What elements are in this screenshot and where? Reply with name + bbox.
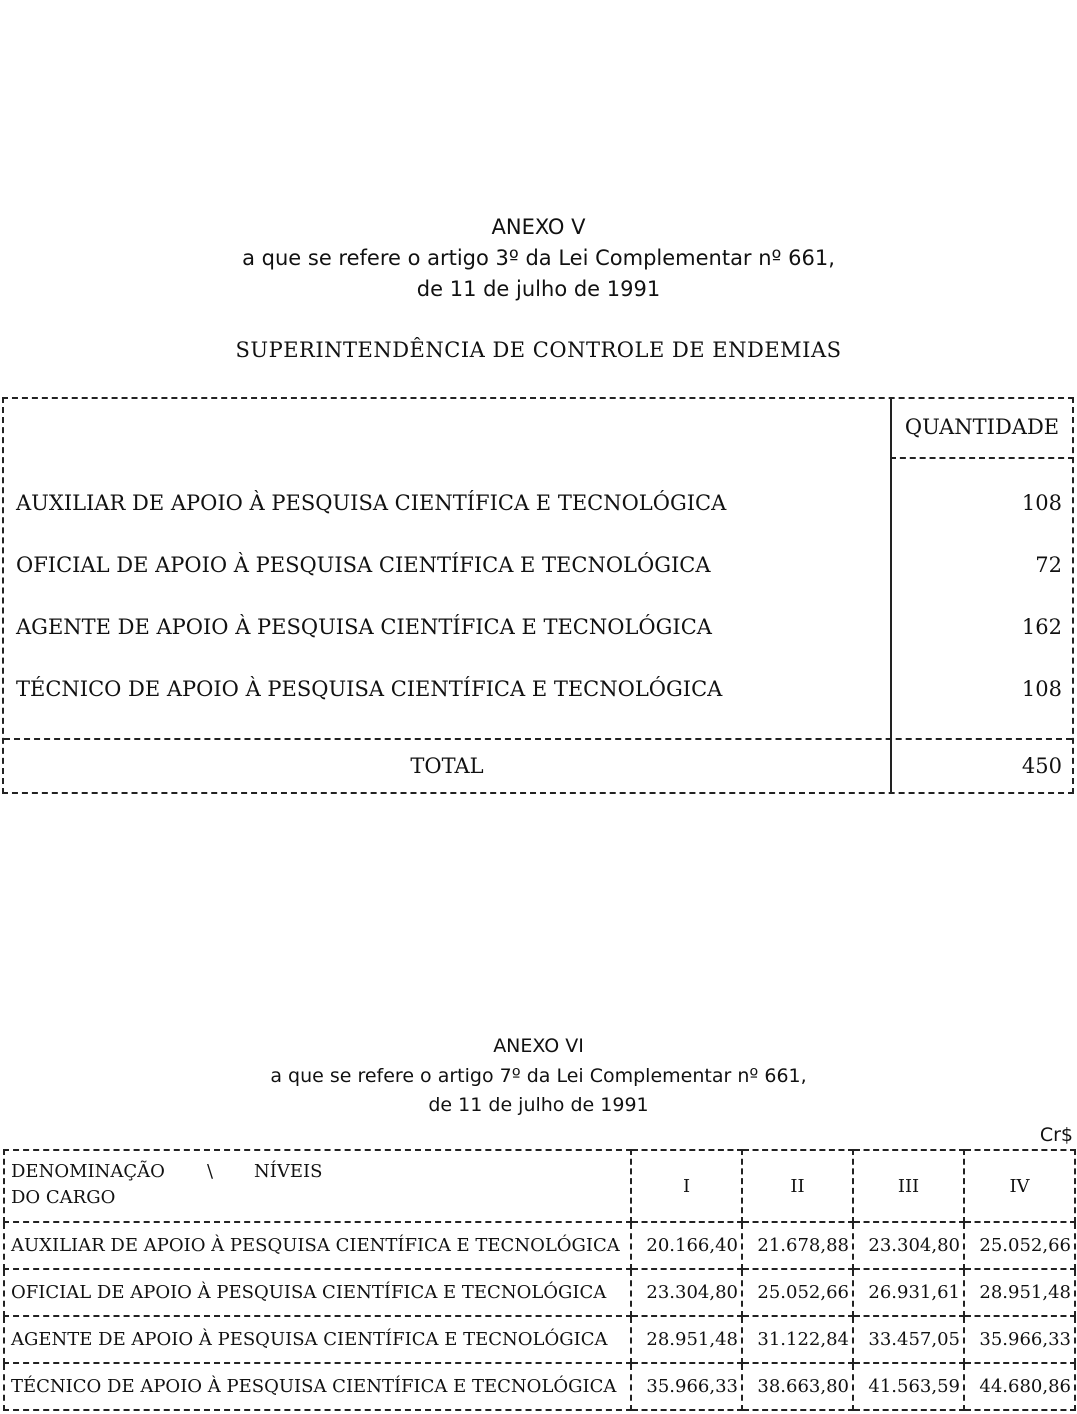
cargo-cell: OFICIAL DE APOIO À PESQUISA CIENTÍFICA E TECNOLÓGICA — [4, 1269, 631, 1316]
annex5-row-quantity: 108 — [1021, 491, 1062, 515]
table-row — [4, 1269, 1075, 1316]
annex5-row-cargo: AUXILIAR DE APOIO À PESQUISA CIENTÍFICA E TECNOLÓGICA — [16, 491, 727, 515]
salary-cell: 44.680,86 — [964, 1363, 1075, 1410]
level-header: III — [853, 1150, 964, 1222]
cargo-cell: TÉCNICO DE APOIO À PESQUISA CIENTÍFICA E TECNOLÓGICA — [4, 1363, 631, 1410]
table-row — [4, 1363, 1075, 1410]
header-niveis: NÍVEIS — [254, 1161, 323, 1182]
annex5-row-cargo: TÉCNICO DE APOIO À PESQUISA CIENTÍFICA E TECNOLÓGICA — [16, 677, 723, 701]
level-header: I — [631, 1150, 742, 1222]
annex5-row-cargo: OFICIAL DE APOIO À PESQUISA CIENTÍFICA E TECNOLÓGICA — [16, 553, 711, 577]
currency-label: Cr$ — [1039, 1124, 1073, 1146]
annex5-quantity-header-divider — [890, 457, 1074, 459]
table-row — [4, 1222, 1075, 1269]
cargo-cell: AGENTE DE APOIO À PESQUISA CIENTÍFICA E TECNOLÓGICA — [4, 1316, 631, 1363]
annex6-heading: ANEXO VI — [493, 1035, 584, 1057]
salary-cell: 25.052,66 — [742, 1269, 853, 1316]
salary-cell: 26.931,61 — [853, 1269, 964, 1316]
annex5-quantity-header: QUANTIDADE — [904, 415, 1060, 439]
header-separator: \ — [207, 1161, 214, 1182]
annex5-row-quantity: 108 — [1021, 677, 1062, 701]
annex5-total-value: 450 — [1021, 754, 1062, 778]
annex5-total-divider — [4, 738, 1072, 740]
header-denominacao: DENOMINAÇÃO — [11, 1161, 165, 1182]
annex6-reference-line1: a que se refere o artigo 7º da Lei Complementar nº 661, — [270, 1065, 807, 1087]
annex6-header-cargo-cell — [4, 1150, 631, 1222]
annex5-row-quantity: 72 — [1035, 553, 1062, 577]
annex5-reference-line2: de 11 de julho de 1991 — [416, 277, 661, 301]
salary-cell: 38.663,80 — [742, 1363, 853, 1410]
salary-cell: 28.951,48 — [631, 1316, 742, 1363]
annex6-header-row — [4, 1150, 1075, 1222]
salary-cell: 33.457,05 — [853, 1316, 964, 1363]
cargo-cell: AUXILIAR DE APOIO À PESQUISA CIENTÍFICA E TECNOLÓGICA — [4, 1222, 631, 1269]
header-do-cargo: DO CARGO — [11, 1187, 116, 1208]
salary-cell: 20.166,40 — [631, 1222, 742, 1269]
salary-cell: 21.678,88 — [742, 1222, 853, 1269]
salary-cell: 23.304,80 — [631, 1269, 742, 1316]
salary-cell: 35.966,33 — [631, 1363, 742, 1410]
salary-cell: 35.966,33 — [964, 1316, 1075, 1363]
annex5-total-label: TOTAL — [410, 754, 484, 778]
annex5-row-quantity: 162 — [1021, 615, 1062, 639]
salary-cell: 25.052,66 — [964, 1222, 1075, 1269]
salary-cell: 28.951,48 — [964, 1269, 1075, 1316]
salary-cell: 31.122,84 — [742, 1316, 853, 1363]
annex5-table — [2, 397, 1074, 794]
annex5-agency-title: SUPERINTENDÊNCIA DE CONTROLE DE ENDEMIAS — [235, 338, 842, 362]
annex5-row-cargo: AGENTE DE APOIO À PESQUISA CIENTÍFICA E TECNOLÓGICA — [16, 615, 712, 639]
annex5-heading: ANEXO V — [491, 215, 586, 239]
table-row — [4, 1316, 1075, 1363]
level-header: II — [742, 1150, 853, 1222]
annex6-salary-table — [3, 1149, 1076, 1411]
level-header: IV — [964, 1150, 1075, 1222]
salary-cell: 41.563,59 — [853, 1363, 964, 1410]
annex6-reference-line2: de 11 de julho de 1991 — [428, 1094, 649, 1116]
annex5-reference-line1: a que se refere o artigo 3º da Lei Complementar nº 661, — [242, 246, 835, 270]
salary-cell: 23.304,80 — [853, 1222, 964, 1269]
